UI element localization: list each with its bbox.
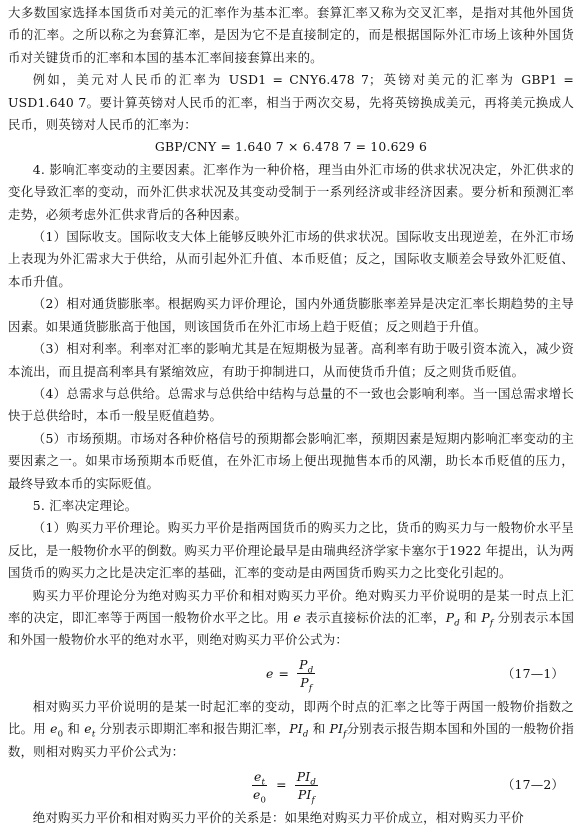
paragraph-ppp-theory: （1）购买力平价理论。购买力平价是指两国货币的购买力之比，货币的购买力与一般物价水平呈反比，是一般物价水平的倒数。购买力平价理论最早是由瑞典经济学家卡塞尔于1922 年提出，认为两国货币的购买力之比是决定汇率的基础，汇率的变动是由两国货币购买力之比变化引起的。 [8, 520, 574, 581]
fraction: $\frac{P_d}{P_f}$ [299, 657, 314, 694]
paragraph-inflation: （2）相对通货膨胀率。根据购买力评价理论，国内外通货膨胀率差异是决定汇率长期趋势的主导因素。如果通货膨胀高于他国，则该国货币在外汇市场上趋于贬值；反之则趋于升值。 [8, 296, 574, 334]
paragraph-theory-heading: 5. 汇率决定理论。 [32, 497, 138, 513]
equation-number: （17—1） [501, 665, 564, 681]
formula-gbp-cny: GBP/CNY = 1.640 7 × 6.478 7 = 10.629 6 [154, 139, 428, 155]
formula-relative-ppp [8, 763, 574, 807]
formula-equals: = [278, 665, 290, 681]
document-page [8, 2, 574, 829]
formula-absolute-ppp [8, 652, 574, 696]
fraction-price-index: $\frac{PI_d}{PI_f}$ [296, 768, 317, 805]
paragraph-factors-heading: 4. 影响汇率变动的主要因素。汇率作为一种价格，理当由外汇市场的供求状况决定，外汇供求的变化导致汇率的变动，而外汇供求状况及其变动受制于一系列经济或非经济因素。要分析和预测汇率走势，必须考虑外汇供求背后的各种因素。 [8, 161, 574, 222]
formula-equals: = [276, 776, 287, 792]
paragraph-base-rate: 大多数国家选择本国货币对美元的汇率作为基本汇率。套算汇率又称为交叉汇率，是指对其他外国货币的汇率。之所以称之为套算汇率，是因为它不是直接制定的，而是根据国际外汇市场上该种外国货币对关键货币的汇率和本国的基本汇率间接套算出来的。 [8, 5, 574, 65]
paragraph-balance-of-payments: （1）国际收支。国际收支大体上能够反映外汇市场的供求状况。国际收支出现逆差，在外汇市场上表现为外汇需求大于供给，从而引起外汇升值、本币贬值；反之，国际收支顺差会导致外汇贬值、本币升值。 [8, 229, 574, 289]
paragraph-demand-supply: （4）总需求与总供给。总需求与总供给中结构与总量的不一致也会影响利率。当一国总需求增长快于总供给时，本币一般呈贬值趋势。 [8, 385, 574, 424]
equation-number: （17—2） [501, 777, 564, 792]
paragraph-relationship: 绝对购买力平价和相对购买力平价的关系是：如果绝对购买力平价成立，相对购买力平价 [32, 810, 524, 825]
fraction-exchange: $\frac{e_t}{e_0}$ [253, 768, 267, 805]
formula-lhs: e [266, 665, 274, 681]
paragraph-relative-ppp: 相对购买力平价说明的是某一时起汇率的变动，即两个时点的汇率之比等于两国一般物价指数之比。用 $e_0$ 和 $e_t$ 分别表示即期汇率和报告期汇率，$PI_d$ 和 $PI_f$分别表示报告期本国和外国的一般物价指数，则相对购买力平价公式为： [8, 698, 574, 759]
paragraph-market-expectation: （5）市场预期。市场对各种价格信号的预期都会影响汇率，预期因素是短期内影响汇率变动的主要因素之一。如果市场预期本币贬值，在外汇市场上便出现抛售本币的风潮，助长本币贬值的压力，最终导致本币的实际贬值。 [8, 430, 574, 491]
paragraph-interest-rate: （3）相对利率。利率对汇率的影响尤其是在短期极为显著。高利率有助于吸引资本流入，减少资本流出，而且提高利率具有紧缩效应，有助于抑制进口，从而使货币升值；反之则货币贬值。 [8, 341, 574, 379]
paragraph-example: 例如，美元对人民币的汇率为 USD1 = CNY6.478 7；英镑对美元的汇率为 GBP1 = USD1.640 7。要计算英镑对人民币的汇率，相当于两次交易，先将英镑换成美元，再将美元换成人民币，则英镑对人民币的汇率为： [8, 72, 574, 133]
paragraph-absolute-ppp: 购买力平价理论分为绝对购买力平价和相对购买力平价。绝对购买力平价说明的是某一时点上汇率的决定，即汇率等于两国一般物价水平之比。用 e 表示直接标价法的汇率，$P_d$ 和 $P_f$ 分别表示本国和外国一般物价水平的绝对水平，则绝对购买力平价公式为： [8, 587, 575, 648]
